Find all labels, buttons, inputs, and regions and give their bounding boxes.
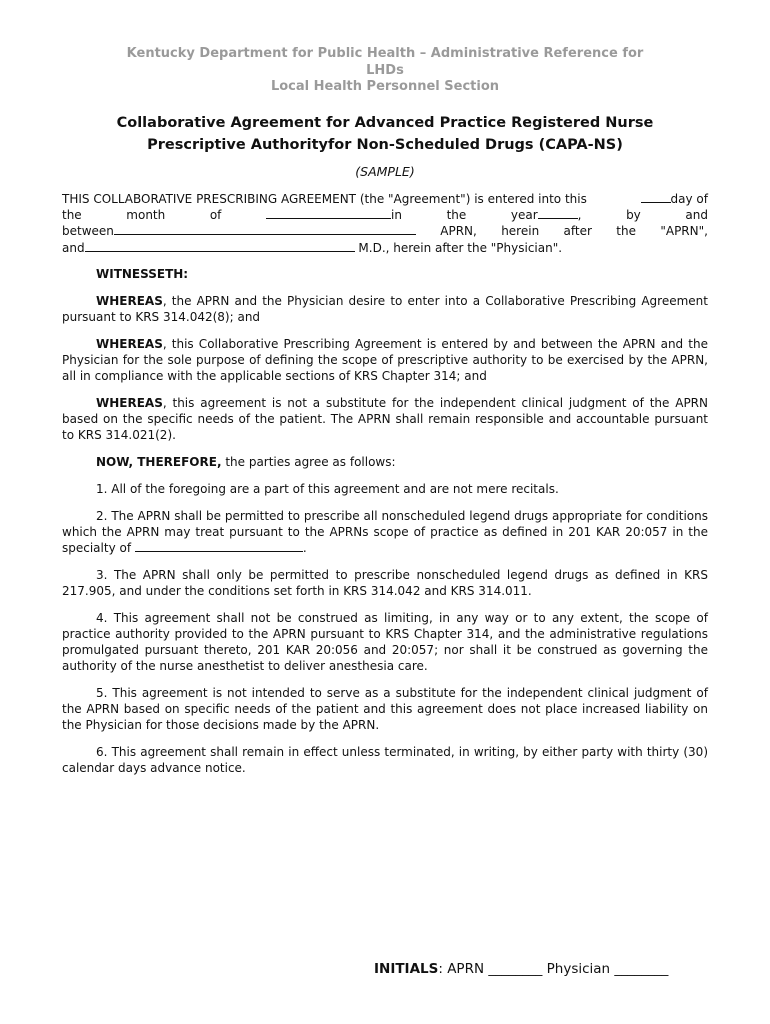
title-line-1: Collaborative Agreement for Advanced Practice Registered Nurse bbox=[116, 115, 654, 131]
intro-text: THIS COLLABORATIVE PRESCRIBING AGREEMENT (the "Agreement") is entered into this bbox=[62, 192, 587, 206]
clause-4: 4. This agreement shall not be construed as limiting, in any way or to any extent, the scope of practice authority provided to the APRN pursuant to KRS Chapter 314, and the administrative regulations promulgated pursuant thereto, 201 KAR 20:056 and 20:057; nor shall it be construed as governing the authority of the nurse anesthetist to deliver anesthesia care. bbox=[62, 610, 708, 674]
aprn-name-blank bbox=[114, 223, 416, 235]
clause-1: 1. All of the foregoing are a part of this agreement and are not mere recitals. bbox=[96, 481, 559, 496]
clause-3: 3. The APRN shall only be permitted to prescribe nonscheduled legend drugs as defined in KRS 217.905, and under the conditions set forth in KRS 314.042 and KRS 314.011. bbox=[62, 567, 708, 598]
document-header bbox=[62, 46, 708, 96]
specialty-blank bbox=[135, 540, 303, 552]
clause-6: 6. This agreement shall remain in effect unless terminated, in writing, by either party with thirty (30) calendar days advance notice. bbox=[62, 744, 708, 776]
clause-5: 5. This agreement is not intended to serve as a substitute for the independent clinical judgment of the APRN based on specific needs of the patient and this agreement does not place increased liability on the Physician for those decisions made by the APRN. bbox=[62, 685, 708, 733]
whereas-1: WHEREAS, the APRN and the Physician desire to enter into a Collaborative Prescribing Agreement pursuant to KRS 314.042(8); and bbox=[62, 294, 708, 325]
agreement-body bbox=[62, 191, 708, 776]
sample-label: (SAMPLE) bbox=[355, 164, 415, 179]
header-line-1: Kentucky Department for Public Health – Administrative Reference for bbox=[126, 46, 644, 61]
witnesseth-heading: WITNESSETH: bbox=[96, 267, 189, 282]
title-line-2: Prescriptive Authorityfor Non-Scheduled Drugs (CAPA-NS) bbox=[147, 137, 623, 153]
day-of-label: day of bbox=[670, 192, 708, 206]
physician-name-blank bbox=[85, 240, 355, 252]
document-title bbox=[62, 112, 708, 156]
intro-line-3: between APRN, herein after the "APRN", bbox=[62, 224, 708, 239]
header-line-2: LHDs bbox=[366, 62, 404, 78]
clause-2: 2. The APRN shall be permitted to prescribe all nonscheduled legend drugs appropriate for conditions which the APRN may treat pursuant to the APRNs scope of practice as defined in 201 KAR 20:057 in the specialty of . bbox=[62, 508, 708, 555]
initials-fields: : APRN ________ Physician ________ bbox=[438, 961, 669, 977]
year-blank bbox=[538, 207, 578, 219]
month-blank bbox=[266, 207, 391, 219]
intro-line-2: the month of in the year , by and bbox=[62, 208, 708, 223]
whereas-3: WHEREAS, this agreement is not a substitute for the independent clinical judgment of the APRN based on the specific needs of the patient. The APRN shall remain responsible and accountable pursuant to KRS 314.021(2). bbox=[62, 396, 708, 443]
initials-line bbox=[374, 960, 668, 978]
header-line-3: Local Health Personnel Section bbox=[270, 79, 500, 94]
intro-line-1 bbox=[62, 191, 708, 207]
now-therefore: NOW, THEREFORE, the parties agree as follows: bbox=[96, 455, 396, 470]
initials-label: INITIALS bbox=[374, 961, 439, 977]
whereas-2: WHEREAS, this Collaborative Prescribing Agreement is entered by and between the APRN and the Physician for the sole purpose of defining the scope of prescriptive authority to be exercised by the APRN, all in compliance with the applicable sections of KRS Chapter 314; and bbox=[62, 336, 708, 384]
intro-line-4: and M.D., herein after the "Physician". bbox=[62, 240, 563, 255]
day-blank bbox=[641, 191, 671, 203]
